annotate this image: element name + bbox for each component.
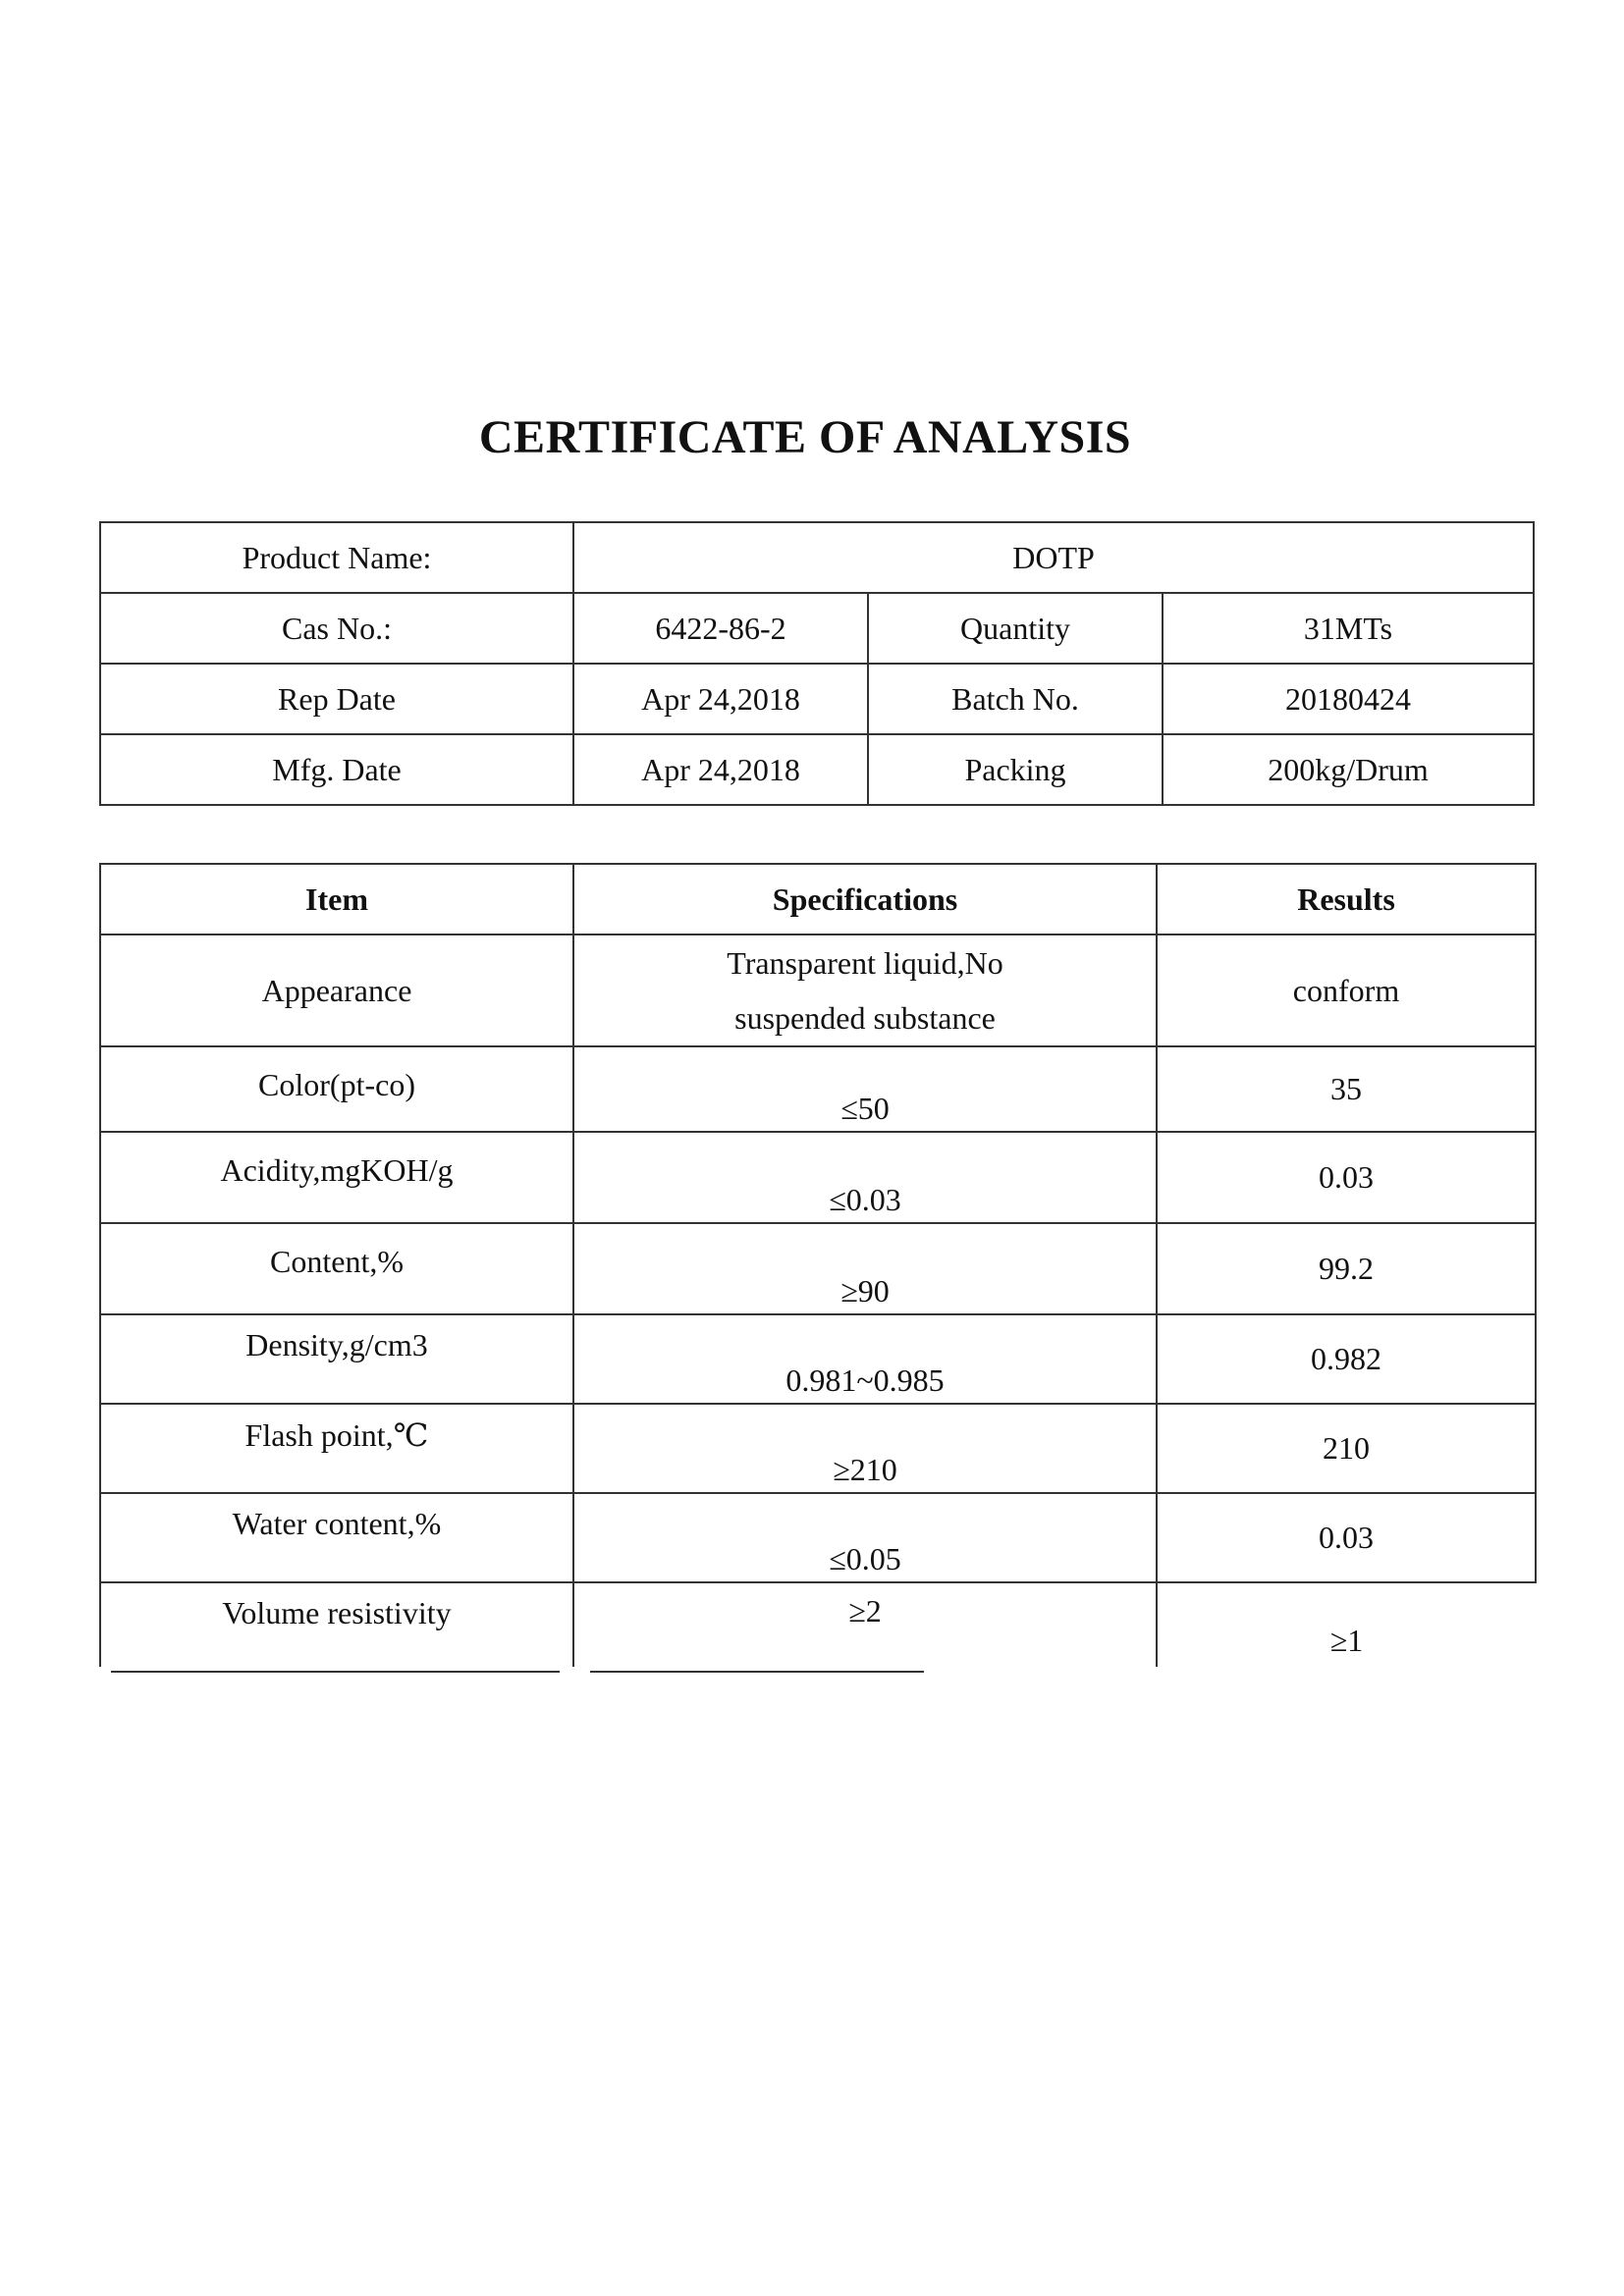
table-row — [100, 1314, 1536, 1404]
cas-value: 6422-86-2 — [573, 593, 868, 664]
row-result: 0.03 — [1157, 1493, 1536, 1582]
product-name-row — [100, 522, 1534, 593]
quantity-value: 31MTs — [1163, 593, 1534, 664]
row-spec — [573, 934, 1157, 1046]
product-info-table — [99, 521, 1535, 806]
row-item: Water content,% — [100, 1493, 573, 1582]
row-item: Density,g/cm3 — [100, 1314, 573, 1404]
row-result: conform — [1157, 934, 1536, 1046]
row-spec: ≥90 — [573, 1223, 1157, 1314]
table-row — [100, 1046, 1536, 1132]
table-row — [100, 1493, 1536, 1582]
table-row — [100, 934, 1536, 1046]
row-item: Acidity,mgKOH/g — [100, 1132, 573, 1223]
row-spec: ≥210 — [573, 1404, 1157, 1493]
row-spec: ≤0.03 — [573, 1132, 1157, 1223]
row-item: Volume resistivity — [100, 1582, 573, 1667]
row-spec: ≤0.05 — [573, 1493, 1157, 1582]
batch-label: Batch No. — [868, 664, 1163, 734]
cas-label: Cas No.: — [100, 593, 573, 664]
table-row — [100, 1223, 1536, 1314]
product-name-value: DOTP — [573, 522, 1534, 593]
table-bottom-line — [590, 1671, 924, 1673]
row-item: Appearance — [100, 934, 573, 1046]
rep-date-label: Rep Date — [100, 664, 573, 734]
row-result: 0.03 — [1157, 1132, 1536, 1223]
analysis-table — [99, 863, 1537, 1667]
header-specifications: Specifications — [573, 864, 1157, 934]
row-result: ≥1 — [1157, 1582, 1536, 1667]
mfg-date-row — [100, 734, 1534, 805]
analysis-header-row — [100, 864, 1536, 934]
spec-line: suspended substance — [734, 1000, 996, 1036]
row-spec: ≤50 — [573, 1046, 1157, 1132]
rep-date-value: Apr 24,2018 — [573, 664, 868, 734]
batch-value: 20180424 — [1163, 664, 1534, 734]
row-result: 99.2 — [1157, 1223, 1536, 1314]
packing-value: 200kg/Drum — [1163, 734, 1534, 805]
table-row — [100, 1582, 1536, 1667]
row-result: 0.982 — [1157, 1314, 1536, 1404]
row-spec: 0.981~0.985 — [573, 1314, 1157, 1404]
header-results: Results — [1157, 864, 1536, 934]
row-item: Content,% — [100, 1223, 573, 1314]
table-bottom-line — [111, 1671, 560, 1673]
quantity-label: Quantity — [868, 593, 1163, 664]
row-result: 35 — [1157, 1046, 1536, 1132]
row-item: Flash point,℃ — [100, 1404, 573, 1493]
spec-line: Transparent liquid,No — [727, 945, 1003, 981]
row-spec: ≥2 — [573, 1582, 1157, 1667]
row-item: Color(pt-co) — [100, 1046, 573, 1132]
cas-row — [100, 593, 1534, 664]
table-row — [100, 1404, 1536, 1493]
packing-label: Packing — [868, 734, 1163, 805]
document-title: CERTIFICATE OF ANALYSIS — [478, 411, 1132, 463]
table-row — [100, 1132, 1536, 1223]
row-result: 210 — [1157, 1404, 1536, 1493]
rep-date-row — [100, 664, 1534, 734]
product-name-label: Product Name: — [100, 522, 573, 593]
header-item: Item — [100, 864, 573, 934]
mfg-date-label: Mfg. Date — [100, 734, 573, 805]
mfg-date-value: Apr 24,2018 — [573, 734, 868, 805]
